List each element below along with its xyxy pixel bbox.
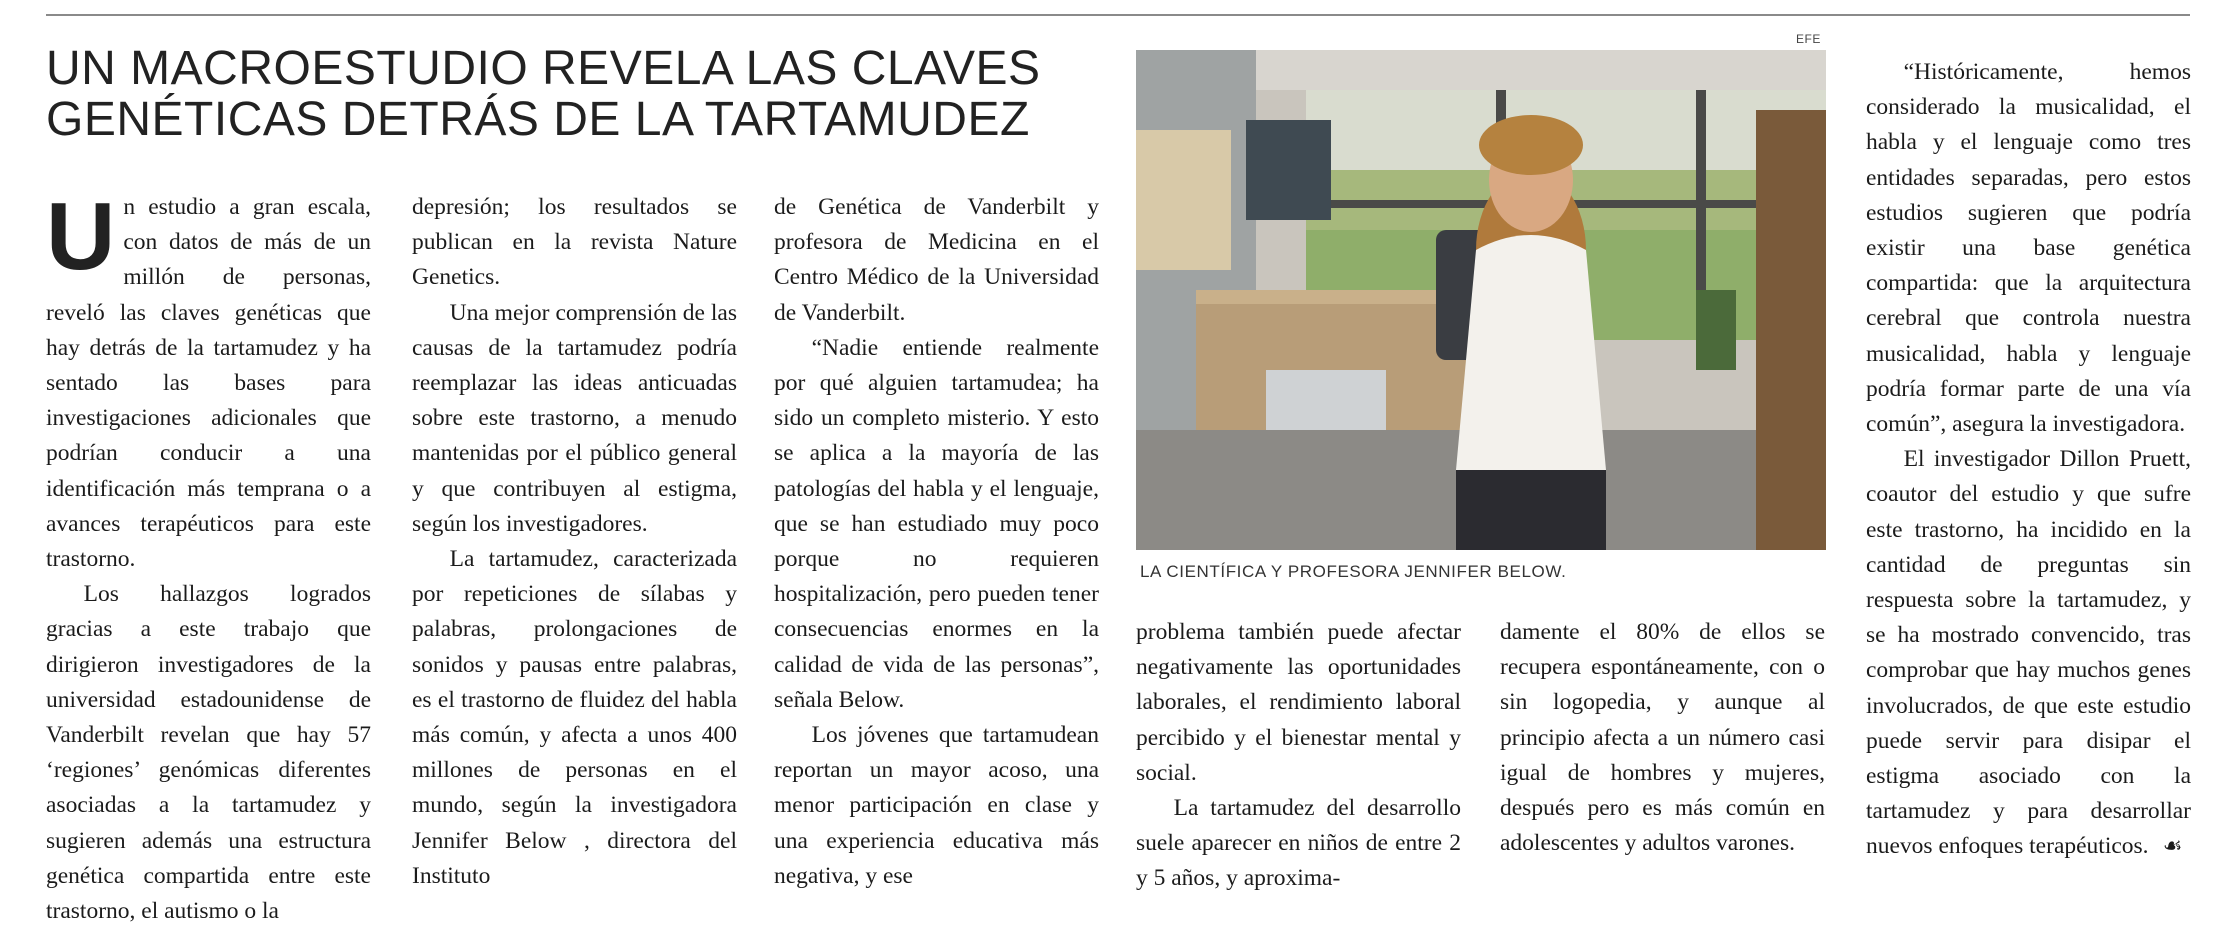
end-mark-icon: ☙	[2162, 834, 2183, 860]
paragraph	[46, 183, 371, 577]
dropcap: U	[46, 183, 116, 290]
paragraph: problema también puede afectar negativamente las oportunidades laborales, el rendimiento laboral percibido y el bienestar mental y social.	[1136, 619, 1461, 786]
paragraph: depresión; los resultados se publican en la revista Nature Genetics.	[412, 194, 737, 291]
column-6	[1866, 55, 2191, 865]
paragraph: “Nadie entiende realmente por qué alguien tartamudea; ha sido un completo misterio. Y esto se aplica a la mayoría de las patologías del habla y el lenguaje, que se han estudiado muy poco porque no requieren hospitalización, pero pueden tener consecuencias enormes en la calidad de vida de las personas”, señala Below.	[774, 334, 1099, 713]
photo-illustration	[1136, 50, 1826, 550]
paragraph: Una mejor comprensión de las causas de la tartamudez podría reemplazar las ideas anticuadas sobre este trastorno, a menudo mantenidas por el público general y que contribuyen al estigma, según los investigadores.	[412, 299, 737, 537]
paragraph: “Históricamente, hemos considerado la musicalidad, el habla y el lenguaje como tres entidades separadas, pero estos estudios sugieren que podría existir una base genética compartida: que la arquitectura cerebral que controla nuestra musicalidad, habla y lenguaje podría formar parte de una vía común”, asegura la investigadora.	[1866, 59, 2191, 438]
paragraph	[1866, 442, 2191, 864]
paragraph: Los hallazgos logrados gracias a este trabajo que dirigieron investigadores de la universidad estadounidense de Vanderbilt revelan que hay 57 ‘regiones’ genómicas diferentes asociadas a la tartamudez y sugieren además una estructura genética compartida entre este trastorno, el autismo o la	[46, 581, 371, 925]
paragraph: La tartamudez, caracterizada por repeticiones de sílabas y palabras, prolongaciones de sonidos y pausas entre palabras, es el trastorno de fluidez del habla más común, y afecta a unos 400 millones de personas en el mundo, según la investigadora Jennifer Below , directora del Instituto	[412, 546, 737, 889]
column-4	[1136, 615, 1461, 897]
paragraph-text: El investigador Dillon Pruett, coautor del estudio y que sufre este trastorno, ha incidido en la cantidad de preguntas sin respuesta sobre la tartamudez, y se ha mostrado convencido, tras comprobar que hay muchos genes involucrados, de que este estudio puede servir para disipar el estigma asociado con la tartamudez y para desarrollar nuevos enfoques terapéuticos.	[1866, 446, 2191, 860]
paragraph-text: n estudio a gran escala, con datos de más de un millón de personas, reveló las claves genéticas que hay detrás de la tartamudez y ha sentado las bases para investigaciones adicionales que podrían conducir a una identificación más temprana o a avances terapéuticos para este trastorno.	[46, 194, 371, 573]
column-3	[774, 190, 1099, 894]
headline: UN MACROESTUDIO REVELA LAS CLAVES GENÉTICAS DETRÁS DE LA TARTAMUDEZ	[46, 42, 1041, 146]
column-1	[46, 183, 371, 929]
photo-credit: EFE	[1796, 32, 1821, 46]
column-5	[1500, 615, 1825, 861]
paragraph: de Genética de Vanderbilt y profesora de Medicina en el Centro Médico de la Universidad de Vanderbilt.	[774, 194, 1099, 326]
paragraph: La tartamudez del desarrollo suele aparecer en niños de entre 2 y 5 años, y aproxima-	[1136, 795, 1461, 892]
paragraph: damente el 80% de ellos se recupera espontáneamente, con o sin logopedia, y aunque al principio afecta a un número casi igual de hombres y mujeres, después pero es más común en adolescentes y adultos varones.	[1500, 619, 1825, 857]
photo-caption: LA CIENTÍFICA Y PROFESORA JENNIFER BELOW.	[1140, 562, 1567, 581]
photo	[1136, 50, 1826, 550]
top-rule	[46, 14, 2190, 16]
column-2	[412, 190, 737, 894]
paragraph: Los jóvenes que tartamudean reportan un mayor acoso, una menor participación en clase y una experiencia educativa más negativa, y ese	[774, 722, 1099, 889]
